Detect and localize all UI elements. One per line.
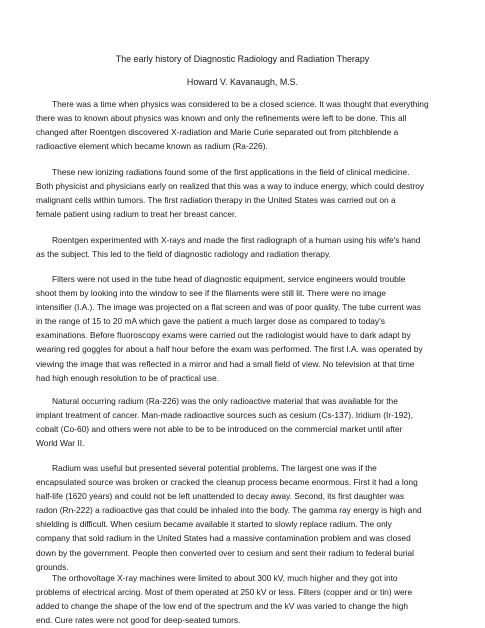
text-line: radioactive element which became known as radium (Ra-226). bbox=[36, 141, 268, 152]
text-line: malignant cells within tumors. The first radiation therapy in the United States was carried out on a bbox=[36, 195, 396, 206]
text-line: female patient using radium to treat her breast cancer. bbox=[36, 209, 237, 220]
text-line: added to change the shape of the low end of the spectrum and the kV was varied to change the high bbox=[36, 601, 409, 612]
paragraph bbox=[36, 394, 458, 450]
text-line: Natural occurring radium (Ra-226) was the only radioactive material that was available for the bbox=[52, 396, 398, 406]
text-line: Both physicist and physicians early on realized that this was a way to induce energy, which could destroy bbox=[36, 181, 425, 192]
text-line: implant treatment of cancer. Man-made radioactive sources such as cesium (Cs-137). Iridium (Ir-192), bbox=[36, 410, 414, 421]
text-line: These new ionizing radiations found some of the first applications in the field of clinical medicine. bbox=[52, 167, 410, 177]
paragraph bbox=[36, 233, 458, 261]
text-line: Radium was useful but presented several potential problems. The largest one was if the bbox=[52, 463, 377, 473]
text-line: as the subject. This led to the field of diagnostic radiology and radiation therapy. bbox=[36, 249, 331, 260]
paragraph bbox=[36, 461, 458, 574]
text-line: The orthovoltage X-ray machines were limited to about 300 kV, much higher and they got into bbox=[52, 573, 398, 583]
text-line: down by the government. People then converted over to cesium and sent their radium to federal burial bbox=[36, 547, 415, 558]
text-line: intensifier (I.A.). The image was projected on a flat screen and was of poor quality. The tube current was bbox=[36, 302, 421, 313]
text-line: World War II. bbox=[36, 438, 85, 449]
text-line: encapsulated source was broken or cracked the cleanup process became enormous. First it had a long bbox=[36, 477, 418, 488]
text-line: there was to known about physics was known and only the refinements were left to be done. This all bbox=[36, 113, 407, 124]
document-title: The early history of Diagnostic Radiology and Radiation Therapy bbox=[115, 54, 370, 64]
text-line: company that sold radium in the United States had a massive contamination problem and was closed bbox=[36, 533, 411, 544]
paragraph bbox=[36, 165, 458, 221]
paragraph bbox=[36, 571, 458, 627]
text-line: viewing the image that was reflected in a mirror and had a small field of view. No television at that time bbox=[36, 358, 415, 369]
text-line: had high enough resolution to be of practical use. bbox=[36, 372, 219, 383]
text-line: radon (Rn-222) a radioactive gas that could be inhaled into the body. The gamma ray energy is high and bbox=[36, 505, 422, 516]
document-author: Howard V. Kavanaugh, M.S. bbox=[186, 77, 299, 87]
text-line: Roentgen experimented with X-rays and made the first radiograph of a human using his wife's hand bbox=[52, 235, 421, 245]
text-line: changed after Roentgen discovered X-radiation and Marie Curie separated out from pitchblende a bbox=[36, 127, 399, 138]
paragraph bbox=[36, 272, 458, 385]
text-line: wearing red goggles for about a half hour before the exam was performed. The first I.A. was operated by bbox=[36, 344, 423, 355]
text-line: shielding is difficult. When cesium became available it started to slowly replace radium. The only bbox=[36, 519, 392, 530]
text-line: There was a time when physics was considered to be a closed science. It was thought that everything bbox=[52, 99, 429, 109]
text-line: grounds. bbox=[36, 561, 69, 572]
text-line: shoot them by looking into the window to see if the filaments were still lit. There were no image bbox=[36, 288, 386, 299]
text-line: Filters were not used in the tube head of diagnostic equipment, service engineers would trouble bbox=[52, 274, 406, 284]
text-line: in the range of 15 to 20 mA which gave the patient a much larger dose as compared to today's bbox=[36, 316, 385, 327]
text-line: problems of electrical arcing. Most of them operated at 250 kV or less. Filters (copper and or tin) were bbox=[36, 587, 413, 598]
text-line: examinations. Before fluoroscopy exams were carried out the radiologist would have to dark adapt by bbox=[36, 330, 411, 341]
text-line: half-life (1620 years) and could not be left unattended to decay away. Second, its first daughter was bbox=[36, 491, 405, 502]
paragraph bbox=[36, 97, 458, 153]
text-line: cobalt (Co-60) and others were not able to be to be introduced on the commercial market until after bbox=[36, 424, 403, 435]
text-line: end. Cure rates were not good for deep-seated tumors. bbox=[36, 615, 241, 626]
